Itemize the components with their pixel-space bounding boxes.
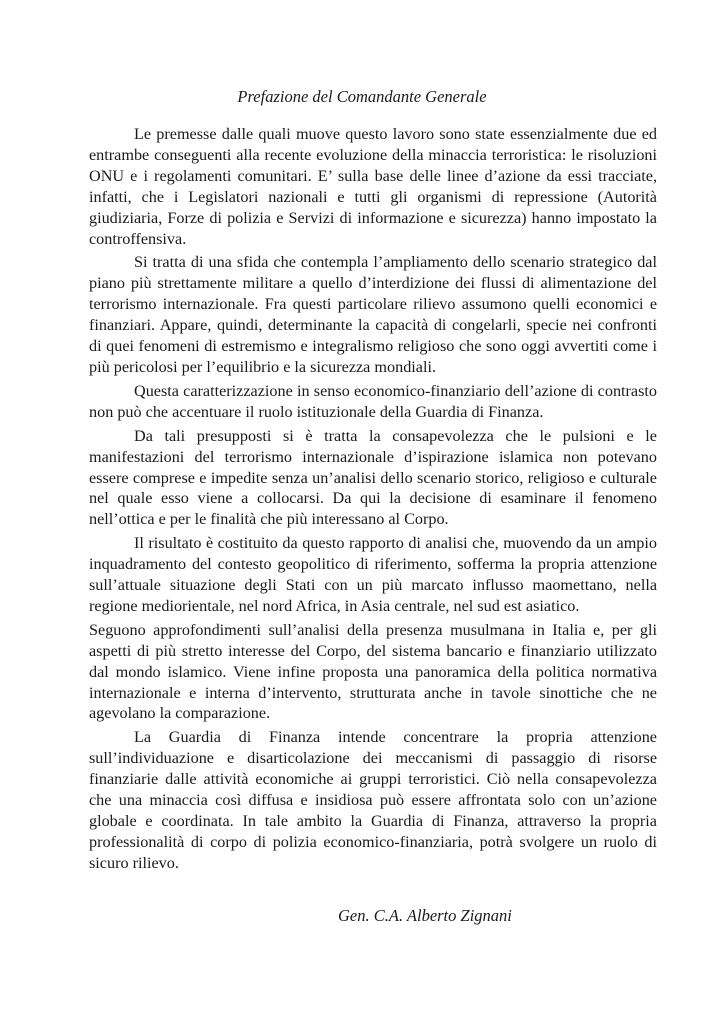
document-body <box>89 124 657 877</box>
paragraph: Le premesse dalle quali muove questo lavoro sono state essenzialmente due ed entrambe conseguenti alla recente evoluzione della minaccia terroristica: le risoluzioni ONU e i regolamenti comunitari. E’ sulla base delle linee d’azione da essi tracciate, infatti, che i Legislatori nazionali e tutti gli organismi di repressione (Autorità giudiziaria, Forze di polizia e Servizi di informazione e sicurezza) hanno impostato la controffensiva. <box>89 125 657 248</box>
paragraph: Seguono approfondimenti sull’analisi della presenza musulmana in Italia e, per gli aspetti di più stretto interesse del Corpo, del sistema bancario e finanziario utilizzato dal mondo islamico. Viene infine proposta una panoramica della politica normativa internazionale e interna d’intervento, strutturata anche in tavole sinottiche che ne agevolano la comparazione. <box>89 620 657 723</box>
paragraph: Si tratta di una sfida che contempla l’ampliamento dello scenario strategico dal piano più strettamente militare a quello d’interdizione dei flussi di alimentazione del terrorismo internazionale. Fra questi particolare rilievo assumono quelli economici e finanziari. Appare, quindi, determinante la capacità di congelarli, specie nei confronti di quei fenomeni di estremismo e integralismo religioso che sono oggi avvertiti come i più pericolosi per l’equilibrio e la sicurezza mondiali. <box>89 253 657 376</box>
paragraph: Da tali presupposti si è tratta la consapevolezza che le pulsioni e le manifestazioni del terrorismo internazionale d’ispirazione islamica non potevano essere comprese e impedite senza un’analisi dello scenario storico, religioso e culturale nel quale esso viene a collocarsi. Da qui la decisione di esaminare il fenomeno nell’ottica e per le finalità che più interessano al Corpo. <box>89 426 657 529</box>
paragraph: Questa caratterizzazione in senso economico-finanziario dell’azione di contrasto non può che accentuare il ruolo istituzionale della Guardia di Finanza. <box>89 381 657 421</box>
paragraph: Il risultato è costituito da questo rapporto di analisi che, muovendo da un ampio inquadramento del contesto geopolitico di riferimento, sofferma la propria attenzione sull’attuale situazione degli Stati con un più marcato influsso maomettano, nella regione mediorientale, nel nord Africa, in Asia centrale, nel sud est asiatico. <box>89 534 657 615</box>
document-title: Prefazione del Comandante Generale <box>237 87 487 106</box>
paragraph: La Guardia di Finanza intende concentrare la propria attenzione sull’individuazione e disarticolazione dei meccanismi di passaggio di risorse finanziarie dalle attività economiche ai gruppi terroristici. Ciò nella consapevolezza che una minaccia così diffusa e insidiosa può essere affrontata solo con un’azione globale e coordinata. In tale ambito la Guardia di Finanza, attraverso la propria professionalità di corpo di polizia economico-finanziaria, potrà svolgere un ruolo di sicuro rilievo. <box>89 728 657 872</box>
signature: Gen. C.A. Alberto Zignani <box>338 906 512 925</box>
